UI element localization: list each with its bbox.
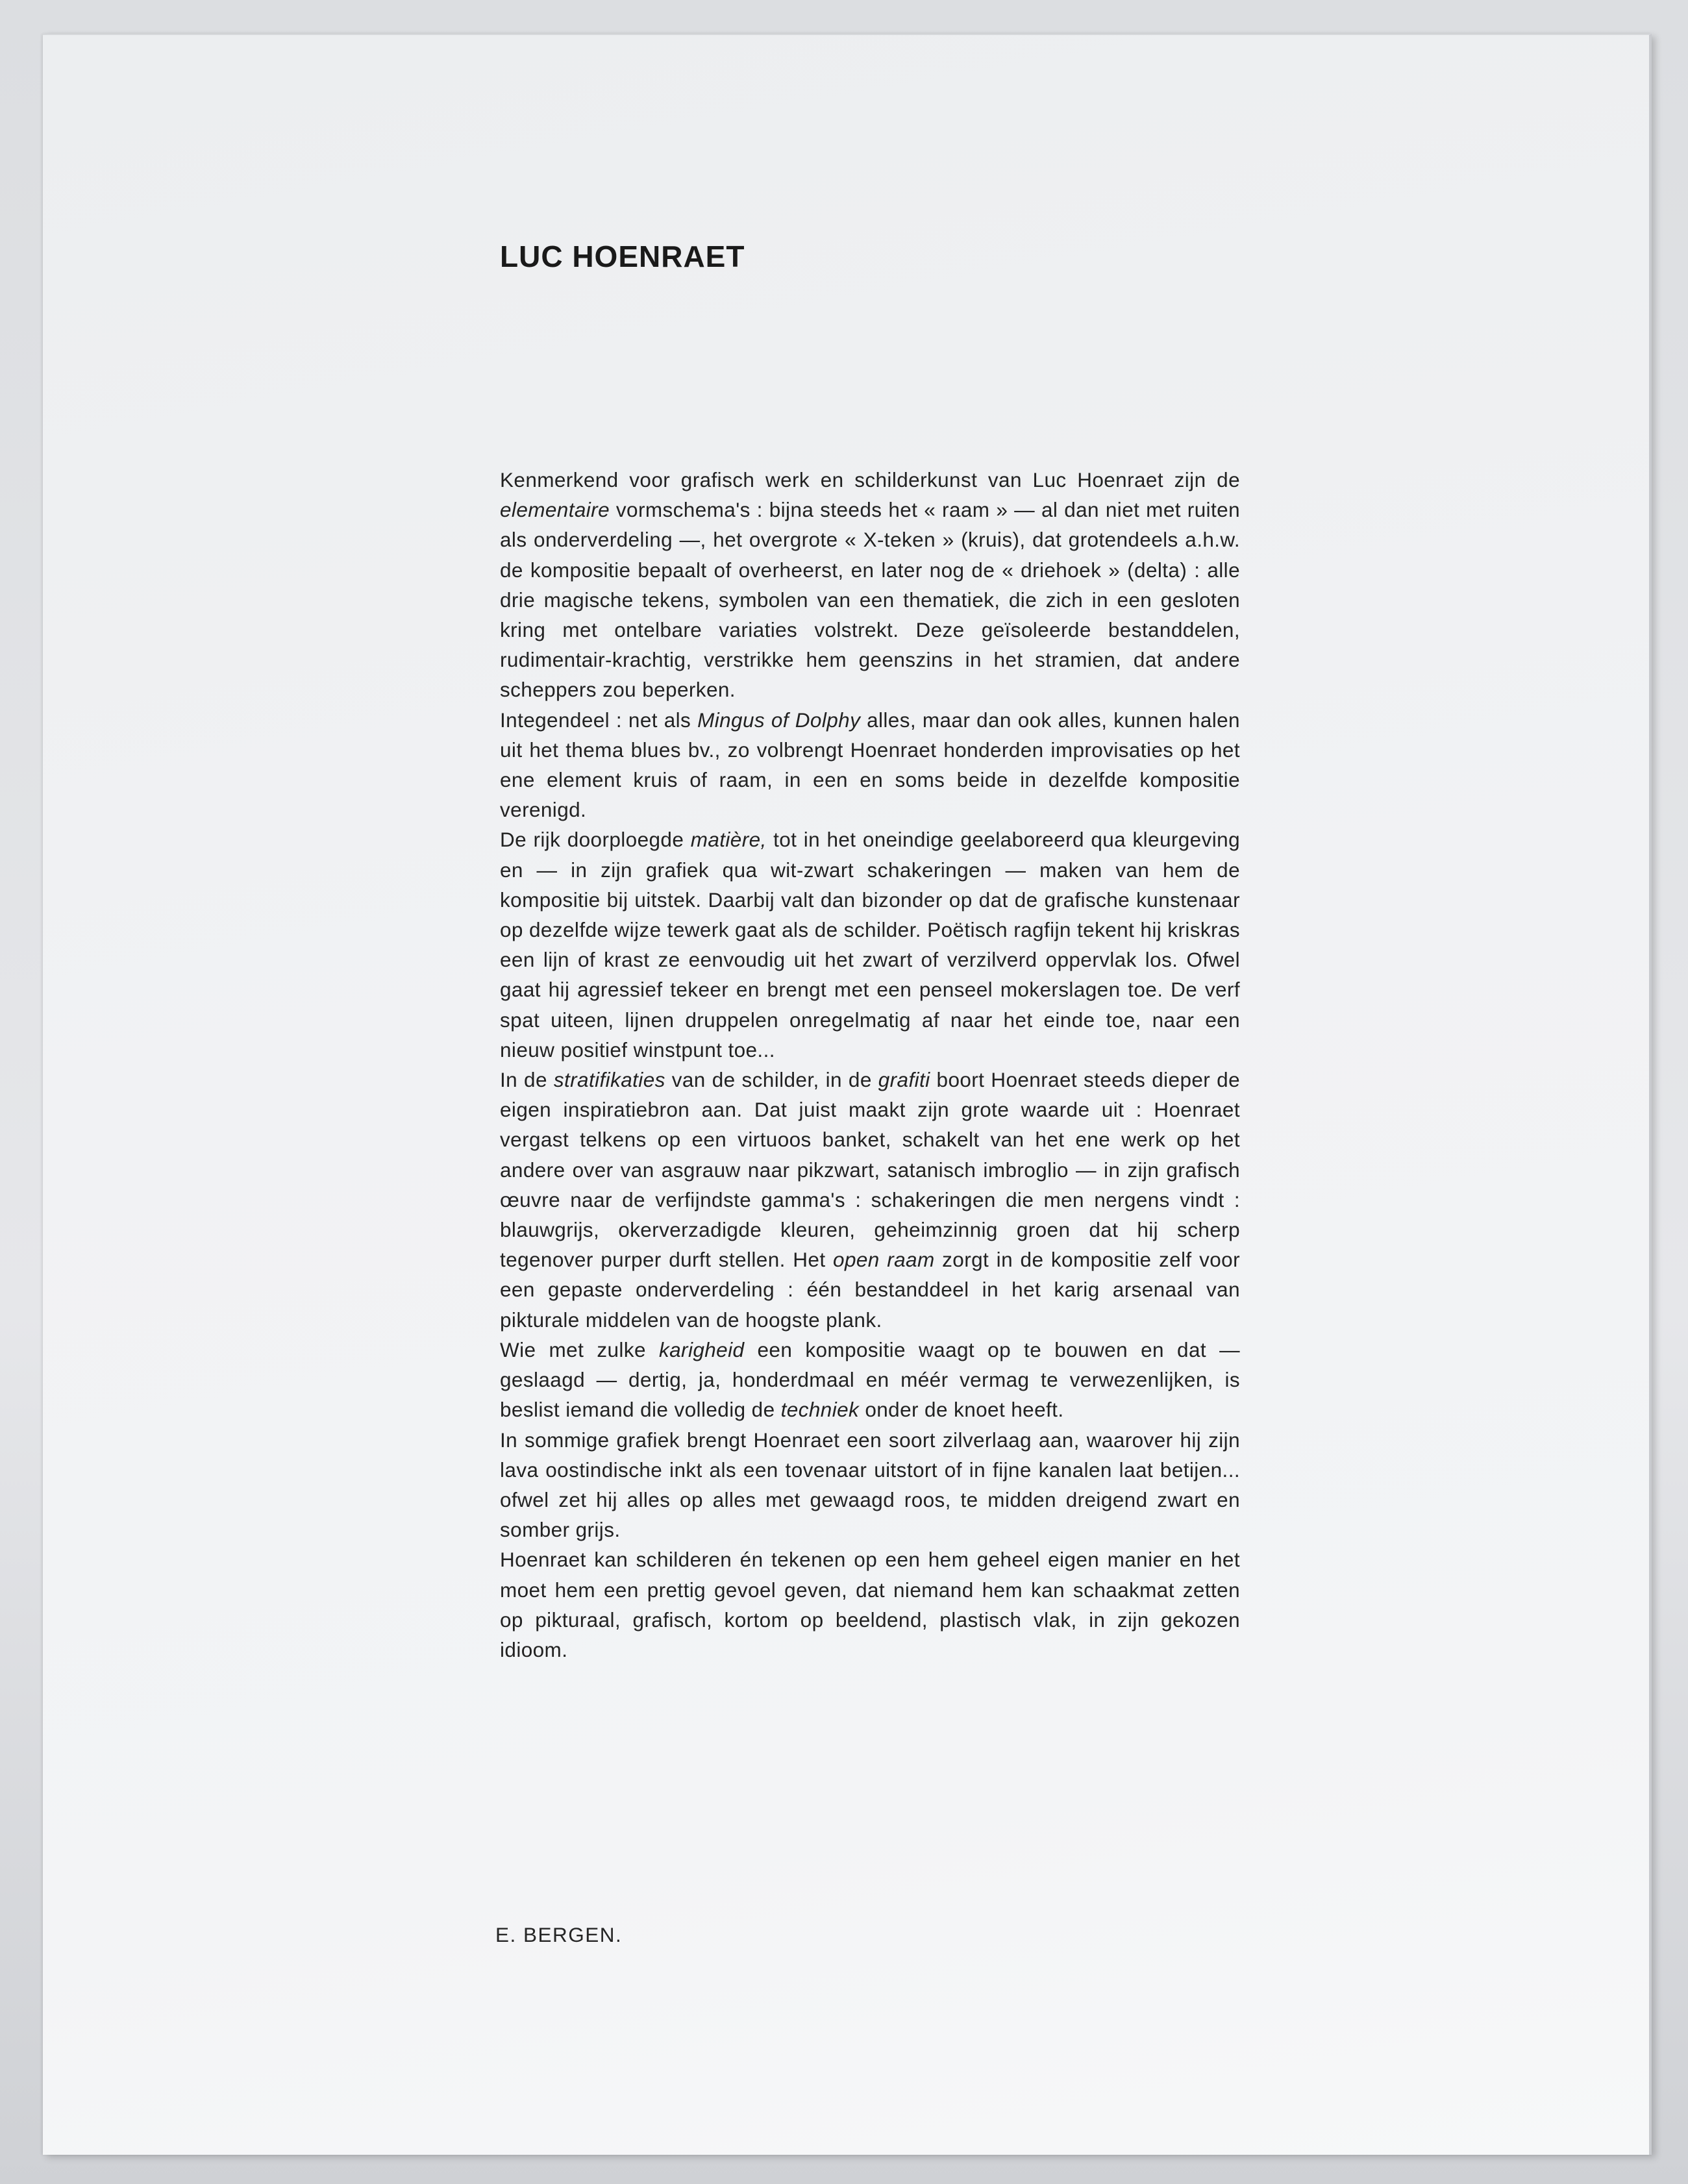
text-run: In de bbox=[500, 1068, 554, 1092]
text-run: van de schilder, in de bbox=[665, 1068, 878, 1092]
page-title: LUC HOENRAET bbox=[500, 240, 745, 273]
italic-term: open raam bbox=[833, 1248, 935, 1272]
article-body bbox=[500, 465, 1240, 1665]
italic-term: Mingus of Dolphy bbox=[697, 708, 861, 732]
italic-term: matière, bbox=[690, 828, 767, 852]
italic-term: karigheid bbox=[658, 1337, 745, 1361]
text-run: boort Hoenraet steeds dieper de eigen inspiratiebron aan. Dat juist maakt zijn grote waarde uit : Hoenraet vergast telkens op een virtuoos banket, schakelt van het ene werk op het andere over van asgrauw naar pikzwart, satanisch imbroglio — in zijn grafisch œuvre naar de verfijndste gamma's : schakeringen die men nergens vindt : blauwgrijs, okerverzadigde kleuren, geheimzinnig groen dat hij scherp tegenover purper durft stellen. Het bbox=[500, 1068, 1241, 1272]
body-paragraph bbox=[500, 465, 1240, 705]
text-run: Hoenraet kan schilderen én tekenen op een hem geheel eigen manier en het moet hem een prettig gevoel geven, dat niemand hem kan schaakmat zetten op pikturaal, grafisch, kortom op beeldend, plastisch vlak, in zijn gekozen idioom. bbox=[500, 1548, 1240, 1661]
italic-term: grafiti bbox=[878, 1068, 930, 1092]
text-run: De rijk doorploegde bbox=[500, 828, 691, 852]
text-run: Wie met zulke bbox=[500, 1337, 659, 1361]
body-paragraph bbox=[500, 1425, 1240, 1545]
body-paragraph bbox=[500, 1065, 1240, 1335]
text-run: tot in het oneindige geelaboreerd qua kleurgeving en — in zijn grafiek qua wit-zwart schakeringen — maken van hem de kompositie bij uitstek. Daarbij valt dan bizonder op dat de grafische kunstenaar op dezelfde wijze tewerk gaat als de schilder. Poëtisch ragfijn tekent hij kriskras een lijn of krast ze eenvoudig uit het zwart of verzilverd oppervlak los. Ofwel gaat hij agressief tekeer en brengt met een penseel mokerslagen toe. De verf spat uiteen, lijnen druppelen onregelmatig af naar het einde toe, naar een nieuw positief winstpunt toe... bbox=[500, 828, 1240, 1061]
italic-term: stratifikaties bbox=[553, 1068, 665, 1092]
text-run: Integendeel : net als bbox=[500, 708, 698, 732]
italic-term: elementaire bbox=[500, 498, 610, 522]
text-run: alles, maar dan ook alles, kunnen halen uit het thema blues bv., zo volbrengt Hoenraet honderden improvisaties op het ene element kruis of raam, in een en soms beide in dezelfde kompositie verenigd. bbox=[500, 708, 1240, 822]
body-paragraph bbox=[500, 825, 1240, 1065]
body-paragraph bbox=[500, 705, 1240, 825]
text-run: onder de knoet heeft. bbox=[859, 1398, 1064, 1422]
body-paragraph bbox=[500, 1545, 1240, 1665]
text-run: Kenmerkend voor grafisch werk en schilderkunst van Luc Hoenraet zijn de bbox=[500, 468, 1240, 491]
body-paragraph bbox=[500, 1335, 1240, 1425]
text-run: In sommige grafiek brengt Hoenraet een soort zilverlaag aan, waarover hij zijn lava oostindische inkt als een tovenaar uitstort of in fijne kanalen laat betijen... ofwel zet hij alles op alles met gewaagd roos, te midden dreigend zwart en somber grijs. bbox=[500, 1428, 1240, 1542]
text-run: een kompositie waagt op te bouwen en dat — geslaagd — dertig, ja, honderdmaal en méér vermag te verwezenlijken, is beslist iemand die volledig de bbox=[500, 1337, 1241, 1422]
text-run: vormschema's : bijna steeds het « raam » — al dan niet met ruiten als onderverdeling —, het overgrote « X-teken » (kruis), dat grotendeels a.h.w. de kompositie bepaalt of overheerst, en later nog de « driehoek » (delta) : alle drie magische tekens, symbolen van een thematiek, die zich in een gesloten kring met ontelbare variaties volstrekt. Deze geïsoleerde bestanddelen, rudimentair-krachtig, verstrikke hem geenszins in het stramien, dat andere scheppers zou beperken. bbox=[500, 498, 1240, 702]
italic-term: techniek bbox=[780, 1398, 860, 1422]
text-run: zorgt in de kompositie zelf voor een gepaste onderverdeling : één bestanddeel in het karig arsenaal van pikturale middelen van de hoogste plank. bbox=[500, 1248, 1240, 1332]
author-signature: E. BERGEN. bbox=[495, 1923, 623, 1946]
